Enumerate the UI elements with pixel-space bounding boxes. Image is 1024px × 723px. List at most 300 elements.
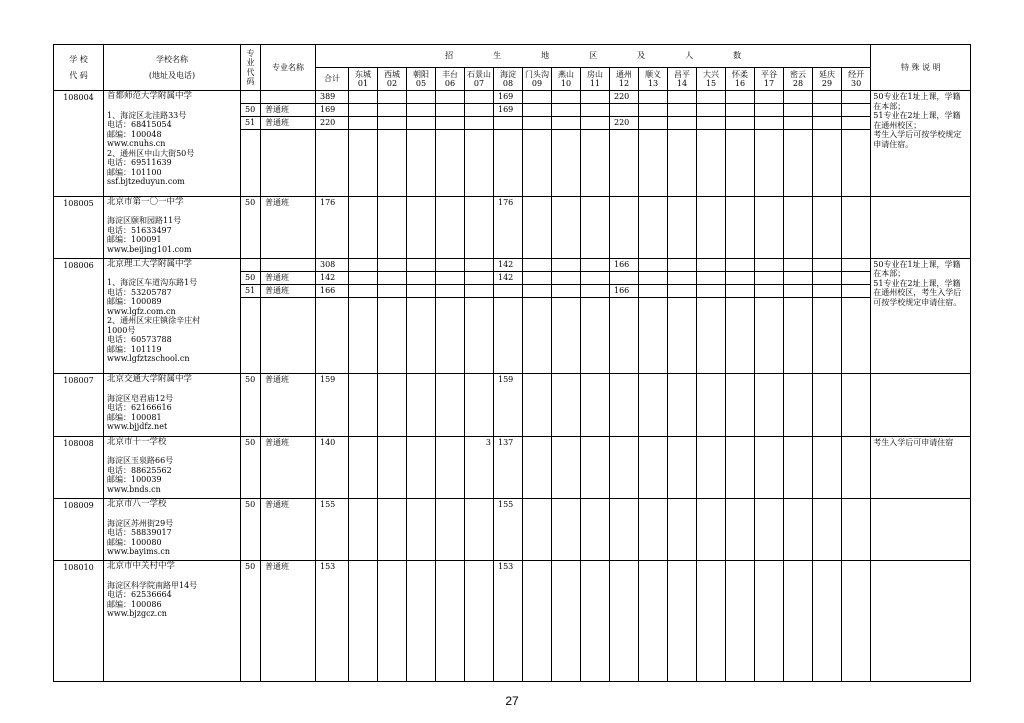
table-cell: [842, 499, 871, 561]
header-region-col: 海淀 08: [494, 68, 523, 91]
table-cell: [378, 561, 407, 682]
table-cell: [726, 258, 755, 271]
header-region-col: 东城 01: [349, 68, 378, 91]
table-cell: [241, 298, 261, 374]
table-cell: [639, 91, 668, 104]
major-name: 普通班: [261, 436, 316, 498]
school-address-line: 2、通州区宋庄镇徐辛庄村: [107, 316, 201, 326]
school-address-line: 海淀区颐和园路11号: [107, 216, 182, 226]
table-cell: [610, 271, 639, 284]
spacer: [107, 102, 237, 111]
school-address-line: 邮编：101100: [107, 167, 162, 177]
school-name: 北京市十一学校: [107, 436, 167, 447]
table-cell: [552, 298, 581, 374]
table-cell: [378, 284, 407, 297]
special-note: [871, 561, 971, 682]
table-cell: 176: [316, 196, 349, 258]
table-cell: [552, 374, 581, 436]
page-number: 27: [505, 694, 519, 708]
table-cell: [378, 436, 407, 498]
table-cell: [842, 130, 871, 196]
table-cell: [697, 104, 726, 117]
table-cell: 166: [610, 258, 639, 271]
spacer: [107, 207, 237, 216]
table-cell: [494, 130, 523, 196]
table-cell: [842, 436, 871, 498]
table-cell: [813, 130, 842, 196]
major-code: 50: [241, 271, 261, 284]
table-cell: [378, 258, 407, 271]
major-code: 50: [241, 374, 261, 436]
table-cell: [726, 104, 755, 117]
header-region-col: 门头沟 09: [523, 68, 552, 91]
school-address-line: www.bjjdfz.net: [107, 422, 168, 432]
table-cell: [784, 104, 813, 117]
table-cell: [726, 284, 755, 297]
table-cell: [349, 284, 378, 297]
table-cell: [316, 298, 349, 374]
table-cell: [494, 117, 523, 130]
table-cell: [465, 117, 494, 130]
table-cell: [639, 499, 668, 561]
spacer: [107, 269, 237, 278]
table-cell: [842, 561, 871, 682]
table-cell: [668, 104, 697, 117]
table-cell: [668, 196, 697, 258]
table-cell: [436, 117, 465, 130]
table-cell: [610, 436, 639, 498]
table-cell: [697, 561, 726, 682]
school-address-line: 邮编：100089: [107, 297, 162, 307]
table-cell: [610, 561, 639, 682]
table-cell: [378, 117, 407, 130]
table-cell: 137: [494, 436, 523, 498]
table-cell: 140: [316, 436, 349, 498]
table-cell: [552, 258, 581, 271]
table-cell: [697, 91, 726, 104]
table-cell: [610, 374, 639, 436]
school-address-line: 电话：62536664: [107, 590, 172, 600]
table-cell: [436, 298, 465, 374]
table-cell: [552, 196, 581, 258]
major-name: 普通班: [261, 284, 316, 297]
table-cell: [639, 374, 668, 436]
table-cell: [813, 499, 842, 561]
table-cell: [697, 258, 726, 271]
school-address-line: 1000号: [107, 325, 136, 335]
header-region-col: 西城 02: [378, 68, 407, 91]
table-cell: [668, 271, 697, 284]
table-cell: [726, 374, 755, 436]
school-address-line: 邮编：100048: [107, 129, 162, 139]
major-name: 普通班: [261, 196, 316, 258]
school-address-line: 邮编：100039: [107, 475, 162, 485]
enrollment-table: [53, 44, 971, 682]
table-cell: [842, 298, 871, 374]
table-cell: [407, 271, 436, 284]
table-cell: [523, 374, 552, 436]
school-address-line: ssf.bjtzeduyun.com: [107, 177, 185, 186]
special-note: [871, 258, 971, 374]
table-cell: [581, 374, 610, 436]
table-cell: [523, 499, 552, 561]
table-cell: [407, 499, 436, 561]
table-cell: [639, 561, 668, 682]
school-code: 108007: [54, 374, 104, 436]
table-cell: [813, 258, 842, 271]
table-cell: [668, 130, 697, 196]
table-cell: [842, 104, 871, 117]
table-cell: [465, 561, 494, 682]
table-cell: 155: [494, 499, 523, 561]
school-name: 北京交通大学附属中学: [107, 374, 193, 385]
school-info: [104, 258, 241, 374]
table-cell: [784, 258, 813, 271]
major-code: 50: [241, 104, 261, 117]
table-cell: [697, 117, 726, 130]
table-cell: [755, 271, 784, 284]
table-row: [54, 436, 971, 498]
table-cell: [494, 298, 523, 374]
table-cell: [726, 130, 755, 196]
table-cell: [523, 258, 552, 271]
school-address-line: www.cnuhs.cn: [107, 139, 166, 148]
table-cell: [378, 374, 407, 436]
table-cell: 153: [316, 561, 349, 682]
table-cell: 159: [494, 374, 523, 436]
school-info: [104, 91, 241, 197]
school-address-line: 海淀区苏州街29号: [107, 518, 174, 528]
table-cell: [784, 130, 813, 196]
school-address-line: 电话：68415054: [107, 120, 172, 129]
spacer: [107, 385, 237, 394]
table-cell: [465, 374, 494, 436]
school-name: 首都师范大学附属中学: [107, 91, 193, 101]
table-cell: [610, 499, 639, 561]
school-info: [104, 374, 241, 436]
table-cell: 169: [316, 104, 349, 117]
table-cell: [726, 436, 755, 498]
table-cell: [407, 436, 436, 498]
table-cell: 142: [494, 258, 523, 271]
table-cell: [813, 374, 842, 436]
school-address-line: www.bnds.cn: [107, 484, 161, 494]
table-cell: [349, 104, 378, 117]
spacer: [107, 447, 237, 456]
table-cell: [436, 91, 465, 104]
table-cell: [581, 499, 610, 561]
table-cell: [465, 499, 494, 561]
header-region-col: 通州 12: [610, 68, 639, 91]
header-region-col: 怀柔 16: [726, 68, 755, 91]
table-cell: [465, 196, 494, 258]
header-region-col: 延庆 29: [813, 68, 842, 91]
table-cell: [349, 436, 378, 498]
header-region-col: 房山 11: [581, 68, 610, 91]
table-cell: [436, 499, 465, 561]
major-code: 51: [241, 284, 261, 297]
school-name: 北京市第一〇一中学: [107, 196, 184, 207]
school-address-line: 邮编：100080: [107, 537, 162, 547]
school-address-line: www.lgfz.com.cn: [107, 306, 176, 316]
school-address-line: 电话：60573788: [107, 335, 172, 345]
special-note-text: 50专业在1址上课，学籍在本部； 51专业在2址上课，学籍在通州校区； 考生入学后可按学校规定申请住宿。: [873, 92, 962, 149]
special-note: [871, 91, 971, 197]
school-code: 108004: [54, 91, 104, 197]
table-cell: [349, 91, 378, 104]
table-cell: [610, 298, 639, 374]
table-cell: [552, 117, 581, 130]
school-info: [104, 436, 241, 498]
table-cell: [407, 91, 436, 104]
table-cell: [316, 130, 349, 196]
table-cell: [697, 130, 726, 196]
school-address-line: 电话：88625562: [107, 465, 172, 475]
table-cell: 169: [494, 104, 523, 117]
table-cell: [436, 104, 465, 117]
table-cell: 220: [610, 91, 639, 104]
table-cell: [842, 258, 871, 271]
table-cell: [465, 284, 494, 297]
school-name: 北京市八一学校: [107, 499, 167, 510]
table-cell: [726, 561, 755, 682]
table-cell: [639, 436, 668, 498]
table-cell: [552, 130, 581, 196]
table-cell: [726, 117, 755, 130]
header-major-name: 专业名称: [261, 45, 316, 91]
school-address-line: 邮编：101119: [107, 344, 162, 354]
school-code: 108005: [54, 196, 104, 258]
table-cell: [552, 561, 581, 682]
table-cell: [552, 499, 581, 561]
school-address-line: 电话：62166616: [107, 403, 172, 413]
school-address-line: 邮编：100081: [107, 412, 162, 422]
table-cell: [668, 91, 697, 104]
table-cell: [813, 436, 842, 498]
table-cell: [784, 271, 813, 284]
table-cell: 220: [610, 117, 639, 130]
table-cell: [465, 91, 494, 104]
special-note: [871, 499, 971, 561]
table-cell: [436, 436, 465, 498]
table-cell: [668, 499, 697, 561]
table-cell: [378, 499, 407, 561]
table-cell: [378, 298, 407, 374]
table-cell: 159: [316, 374, 349, 436]
table-cell: 155: [316, 499, 349, 561]
table-cell: [755, 374, 784, 436]
table-cell: [407, 130, 436, 196]
table-cell: [755, 91, 784, 104]
table-cell: [755, 436, 784, 498]
table-cell: [349, 130, 378, 196]
table-cell: [407, 258, 436, 271]
table-cell: [755, 561, 784, 682]
table-cell: [668, 117, 697, 130]
table-cell: [407, 196, 436, 258]
table-cell: [726, 271, 755, 284]
major-code: 50: [241, 436, 261, 498]
table-cell: [639, 284, 668, 297]
school-address-line: 电话：69511639: [107, 158, 172, 167]
table-cell: [465, 258, 494, 271]
table-row: [54, 91, 971, 104]
table-cell: [813, 117, 842, 130]
special-note: [871, 374, 971, 436]
table-cell: 308: [316, 258, 349, 271]
table-cell: [610, 196, 639, 258]
table-cell: [639, 196, 668, 258]
spacer: [107, 572, 237, 581]
header-region-col: 石景山 07: [465, 68, 494, 91]
table-cell: [523, 196, 552, 258]
table-cell: [842, 117, 871, 130]
table-cell: 220: [316, 117, 349, 130]
table-cell: [552, 91, 581, 104]
table-cell: [755, 196, 784, 258]
table-cell: [581, 284, 610, 297]
table-cell: [552, 284, 581, 297]
header-region-col: 平谷 17: [755, 68, 784, 91]
table-cell: [581, 104, 610, 117]
major-code: 50: [241, 499, 261, 561]
table-cell: [784, 499, 813, 561]
major-code: 50: [241, 561, 261, 682]
table-cell: [842, 91, 871, 104]
table-cell: [755, 117, 784, 130]
table-cell: [755, 284, 784, 297]
table-cell: [784, 298, 813, 374]
major-name: 普通班: [261, 271, 316, 284]
table-cell: [407, 298, 436, 374]
table-row: [54, 374, 971, 436]
table-cell: [726, 499, 755, 561]
school-code: 108008: [54, 436, 104, 498]
table-cell: [349, 258, 378, 271]
table-cell: [436, 561, 465, 682]
table-cell: [378, 104, 407, 117]
table-cell: [784, 284, 813, 297]
table-cell: [755, 130, 784, 196]
table-cell: [581, 271, 610, 284]
table-row: [54, 258, 971, 271]
table-cell: [523, 436, 552, 498]
table-cell: [407, 104, 436, 117]
table-cell: [755, 258, 784, 271]
header-region-col: 大兴 15: [697, 68, 726, 91]
table-cell: [523, 298, 552, 374]
school-name: 北京市中关村中学: [107, 561, 176, 572]
school-address-line: 邮编：100086: [107, 599, 162, 609]
table-cell: [241, 91, 261, 104]
major-name: 普通班: [261, 499, 316, 561]
table-cell: [523, 271, 552, 284]
school-address-line: 海淀区科学院南路甲14号: [107, 580, 198, 590]
table-cell: 142: [316, 271, 349, 284]
table-cell: [523, 117, 552, 130]
special-note: [871, 436, 971, 498]
school-address-line: 海淀区皂君庙12号: [107, 393, 174, 403]
spacer: [107, 510, 237, 519]
table-cell: [261, 258, 316, 271]
table-cell: [523, 130, 552, 196]
header-school-code: 学 校 代 码: [54, 45, 104, 91]
school-address-line: 1、海淀区车道沟东路1号: [107, 278, 198, 288]
table-cell: [436, 258, 465, 271]
major-name: 普通班: [261, 117, 316, 130]
table-cell: [241, 258, 261, 271]
table-cell: [813, 91, 842, 104]
table-cell: [581, 258, 610, 271]
school-info: [104, 561, 241, 682]
table-cell: [813, 298, 842, 374]
table-cell: [261, 298, 316, 374]
school-code: 108009: [54, 499, 104, 561]
table-cell: [436, 130, 465, 196]
school-code: 108010: [54, 561, 104, 682]
table-cell: [349, 298, 378, 374]
table-cell: [784, 196, 813, 258]
table-cell: [639, 117, 668, 130]
table-cell: [755, 499, 784, 561]
school-address-line: 电话：58839017: [107, 528, 172, 538]
header-region-title: 招生地区及人数: [316, 45, 871, 68]
school-info: [104, 196, 241, 258]
header-region-col: 燕山 10: [552, 68, 581, 91]
table-cell: 166: [316, 284, 349, 297]
table-cell: [726, 196, 755, 258]
table-cell: [842, 271, 871, 284]
table-row: [54, 561, 971, 682]
table-cell: [610, 130, 639, 196]
header-region-col: 经开 30: [842, 68, 871, 91]
header-region-col: 丰台 06: [436, 68, 465, 91]
table-cell: [552, 271, 581, 284]
major-code: 50: [241, 196, 261, 258]
special-note-text: 50专业在1址上课，学籍在本部； 51专业在2址上课，学籍在通州校区，考生入学后可按学校规定申请住宿。: [873, 259, 962, 307]
table-cell: [639, 298, 668, 374]
header-region-col: 昌平 14: [668, 68, 697, 91]
table-cell: [407, 561, 436, 682]
table-cell: [349, 374, 378, 436]
table-cell: [465, 271, 494, 284]
table-cell: [261, 130, 316, 196]
table-cell: [349, 196, 378, 258]
table-cell: [523, 91, 552, 104]
major-name: 普通班: [261, 374, 316, 436]
header-major-code: 专 业 代 码: [241, 45, 261, 91]
table-cell: [668, 298, 697, 374]
school-address-line: 电话：51633497: [107, 225, 172, 235]
school-address-line: www.bjzgcz.cn: [107, 609, 167, 619]
table-cell: [349, 499, 378, 561]
school-code: 108006: [54, 258, 104, 374]
table-cell: [494, 284, 523, 297]
table-cell: [697, 374, 726, 436]
table-cell: [668, 561, 697, 682]
header-region-col: 合计: [316, 68, 349, 91]
school-address-line: www.lgfztzschool.cn: [107, 354, 190, 364]
table-cell: [639, 271, 668, 284]
special-note: [871, 196, 971, 258]
table-cell: [813, 104, 842, 117]
school-address-line: www.bayims.cn: [107, 547, 170, 557]
table-cell: [552, 104, 581, 117]
table-cell: 153: [494, 561, 523, 682]
table-cell: 169: [494, 91, 523, 104]
table-cell: [436, 196, 465, 258]
school-address-line: 电话：53205787: [107, 287, 172, 297]
